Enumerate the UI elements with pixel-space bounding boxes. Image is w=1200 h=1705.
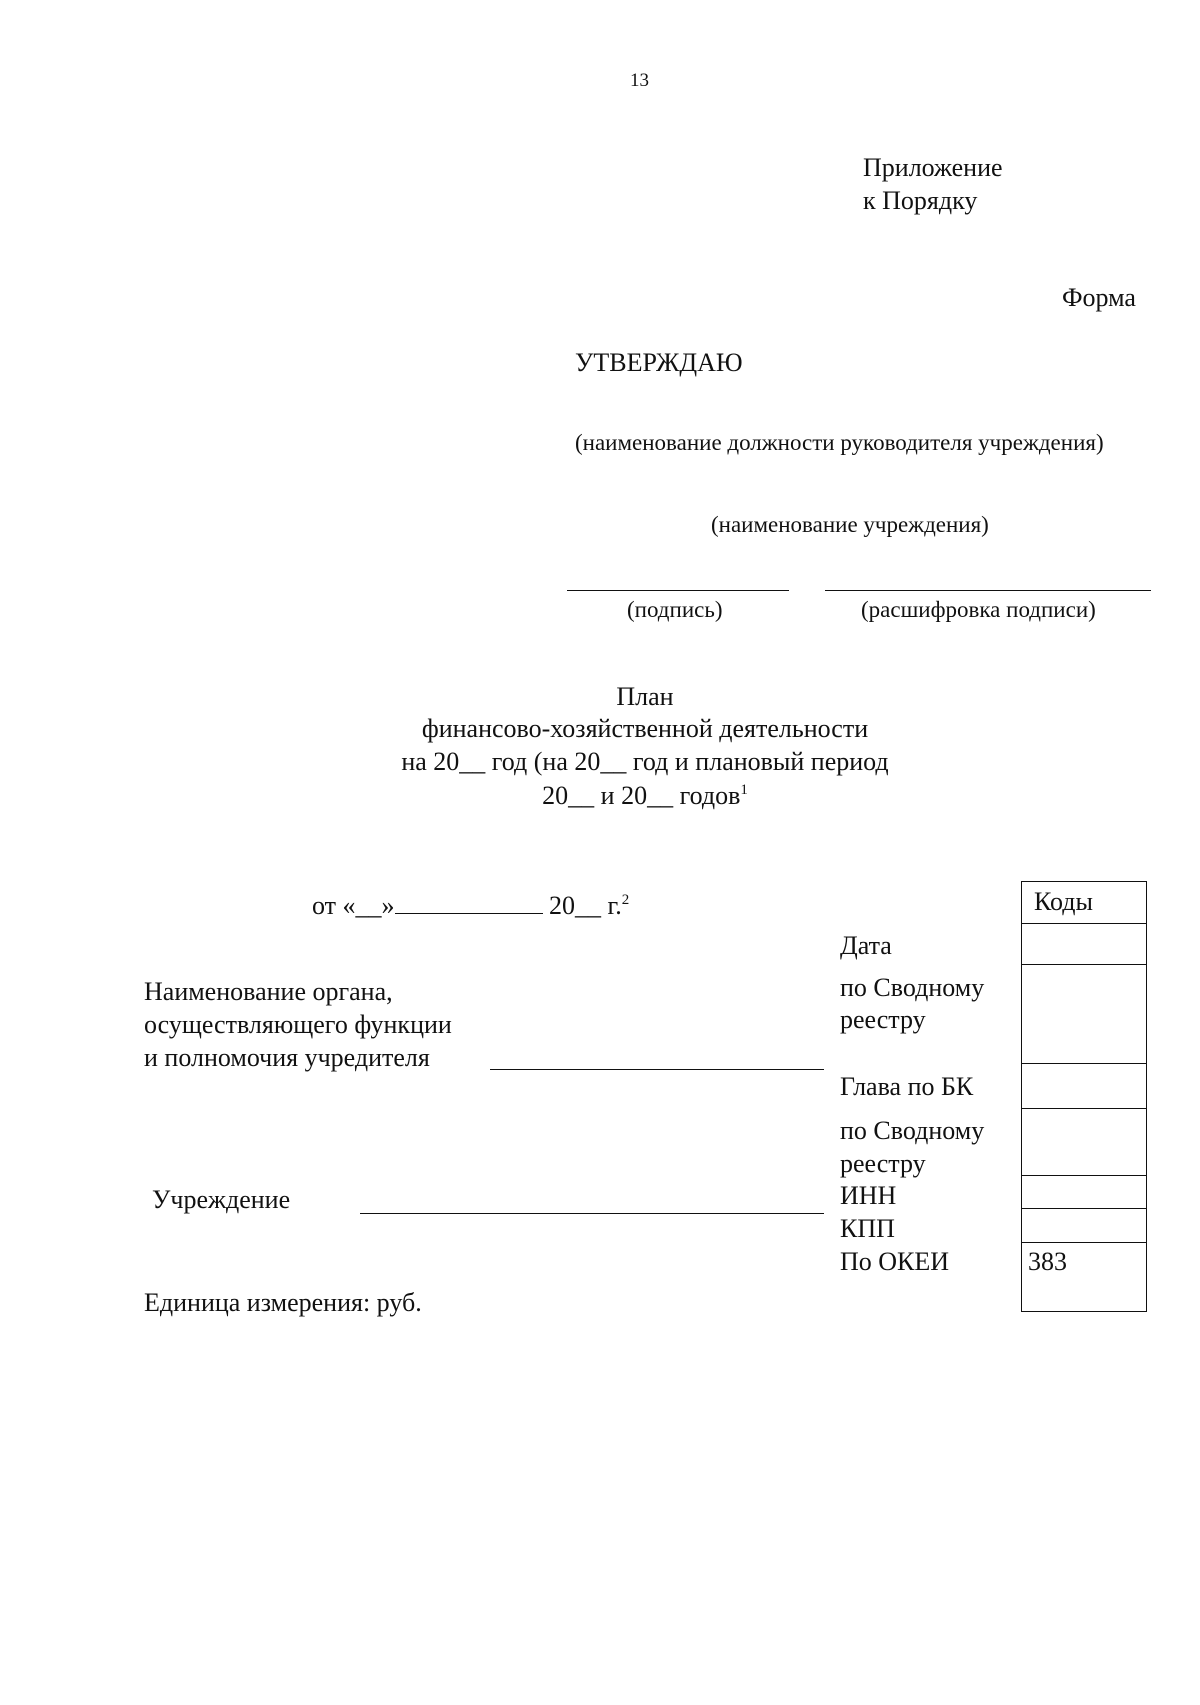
form-label: Форма xyxy=(1062,283,1136,312)
kpp-label: КПП xyxy=(840,1214,895,1243)
founder-label-line-1: Наименование органа, xyxy=(144,977,393,1006)
okei-label: По ОКЕИ xyxy=(840,1247,950,1276)
founder-label-line-3: и полномочия учредителя xyxy=(144,1043,430,1072)
plan-title-line-1: План xyxy=(616,682,674,711)
date-day: от «__» xyxy=(312,891,395,920)
institution-line xyxy=(360,1213,824,1214)
position-caption: (наименование должности руководителя учреждения) xyxy=(575,430,1104,455)
date-line xyxy=(312,890,629,922)
page-number: 13 xyxy=(630,70,649,91)
footnote-1: 1 xyxy=(740,782,748,798)
plan-title-line-3: на 20__ год (на 20__ год и плановый период xyxy=(401,747,889,776)
codes-divider-registry1 xyxy=(1021,1063,1146,1064)
founder-line xyxy=(490,1069,824,1070)
appendix-line-1: Приложение xyxy=(863,153,1003,182)
inn-label: ИНН xyxy=(840,1181,897,1210)
plan-title-line-2: финансово-хозяйственной деятельности xyxy=(421,714,869,743)
signature-caption: (подпись) xyxy=(627,597,723,622)
approve-title: УТВЕРЖДАЮ xyxy=(575,348,743,377)
appendix-line-2: к Порядку xyxy=(863,186,978,215)
signature-decoding-line xyxy=(825,590,1151,591)
codes-divider-inn xyxy=(1021,1208,1146,1209)
codes-header: Коды xyxy=(1034,887,1093,916)
institution-label: Учреждение xyxy=(152,1185,291,1214)
date-year: 20__ г. xyxy=(549,891,622,920)
okei-code-value: 383 xyxy=(1028,1247,1067,1276)
chapter-bk-label: Глава по БК xyxy=(840,1072,974,1101)
plan-title-line-4 xyxy=(340,780,950,812)
registry-label-2-line-2: реестру xyxy=(840,1149,926,1178)
codes-divider-kpp xyxy=(1021,1242,1146,1243)
registry-label-1-line-2: реестру xyxy=(840,1005,926,1034)
codes-divider-date xyxy=(1021,964,1146,965)
codes-divider-chapter xyxy=(1021,1108,1146,1109)
footnote-2: 2 xyxy=(621,892,630,908)
codes-divider-registry2 xyxy=(1021,1175,1146,1176)
signature-line xyxy=(567,590,789,591)
institution-caption: (наименование учреждения) xyxy=(711,512,989,537)
signature-decoding-caption: (расшифровка подписи) xyxy=(861,597,1096,622)
plan-title-years: 20__ и 20__ годов xyxy=(542,781,741,810)
unit-label: Единица измерения: руб. xyxy=(144,1288,422,1317)
founder-label-line-2: осуществляющего функции xyxy=(144,1010,452,1039)
codes-divider-header xyxy=(1021,923,1146,924)
date-month-blank xyxy=(395,891,543,914)
registry-label-1-line-1: по Сводному xyxy=(840,973,985,1002)
date-label: Дата xyxy=(840,931,892,960)
registry-label-2-line-1: по Сводному xyxy=(840,1116,985,1145)
